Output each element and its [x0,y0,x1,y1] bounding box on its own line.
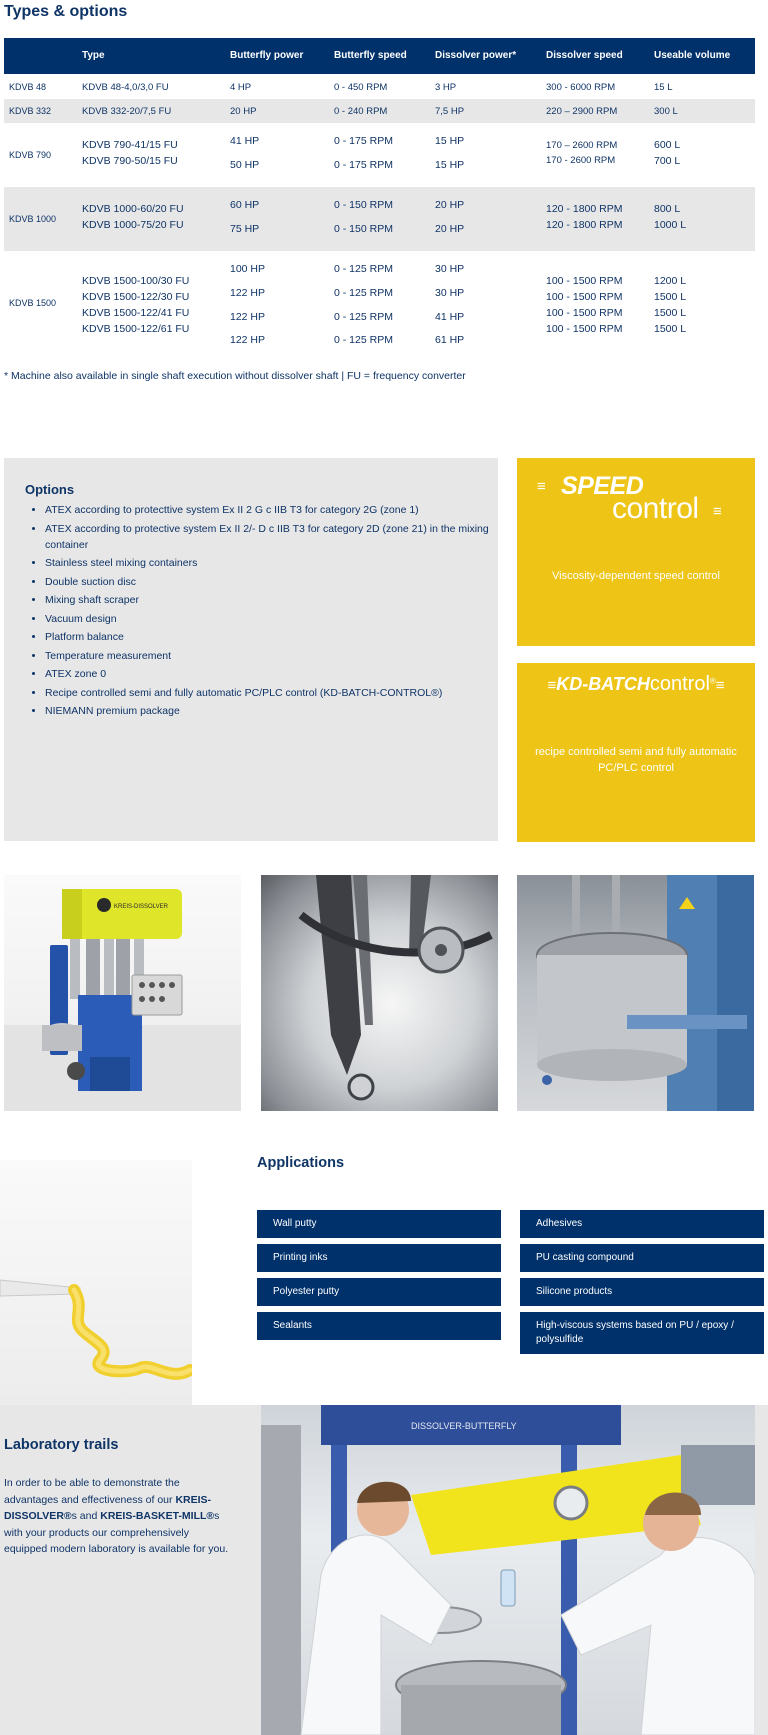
application-item-silicone[interactable]: Silicone products [520,1278,764,1306]
logo-registered-mark: ® [709,676,716,686]
application-item-sealants[interactable]: Sealants [257,1312,501,1340]
list-item: • Recipe controlled semi and fully automatic PC/PLC control (KD-BATCH-CONTROL®) [45,685,495,701]
kd-batch-control-caption: recipe controlled semi and fully automatic PC/PLC control [535,746,737,774]
logo-light-text: control [649,673,710,695]
application-item-wall-putty[interactable]: Wall putty [257,1210,501,1238]
lab-text-part: s and [71,1510,101,1522]
speed-control-caption: Viscosity-dependent speed control [552,570,720,582]
speed-line: 100 - 1500 RPM [546,307,623,319]
putty-brush-photo [0,1160,192,1406]
logo-bold-text: KD-BATCH [556,674,650,694]
list-item: • ATEX zone 0 [45,666,495,682]
speed-line: 170 – 2600 RPM [546,140,618,151]
type-line: KDVB 1500-100/30 FU [82,275,190,287]
type-cell: KDVB 332-20/7,5 FU [82,106,172,117]
dissolver-power-cell: 30 HP [435,287,465,299]
type-cell: KDVB 48-4,0/3,0 FU [82,82,169,93]
list-item: • Vacuum design [45,611,495,627]
col-dissolver-speed: Dissolver speed [546,50,623,61]
laboratory-illustration [261,1405,755,1735]
butterfly-speed-cell: 0 - 150 RPM [334,199,393,211]
dissolver-power-cell: 20 HP [435,199,465,211]
volume-line: 800 L [654,203,681,215]
machine-label-text: KREIS-DISSOLVER [114,904,168,910]
table-row [4,251,755,357]
table-header [4,38,755,74]
lab-text-part: In order to be able to demonstrate the advantages and effectiveness of our [4,1477,180,1506]
volume-line: 1500 L [654,307,687,319]
volume-line: 1500 L [654,323,687,335]
row-model: KDVB 1500 [9,298,57,308]
dissolver-speed-cell [546,201,622,233]
options-list [25,502,495,722]
application-item-printing-inks[interactable]: Printing inks [257,1244,501,1272]
table-row [4,123,755,187]
logo-bold-text: SPEED [561,472,644,500]
application-item-high-viscous[interactable]: High-viscous systems based on PU / epoxy / polysulfide [520,1312,764,1354]
volume-cell: 15 L [654,82,673,93]
col-type: Type [82,50,105,61]
kd-batch-control-logo [517,673,755,696]
col-butterfly-speed: Butterfly speed [334,50,407,61]
list-item: • Double suction disc [45,574,495,590]
volume-cell [654,273,686,337]
row-model: KDVB 332 [9,106,52,116]
volume-line: 1200 L [654,275,687,287]
types-table [4,38,755,357]
application-item-adhesives[interactable]: Adhesives [520,1210,764,1238]
equals-mark-icon: ≡ [537,478,545,495]
dissolver-machine-illustration [4,875,241,1111]
type-cell [82,201,184,233]
dissolver-power-cell: 30 HP [435,263,465,275]
type-cell [82,137,178,169]
kd-batch-control-card[interactable] [517,663,755,842]
butterfly-power-cell: 122 HP [230,311,266,323]
butterfly-speed-cell: 0 - 450 RPM [334,82,388,93]
butterfly-speed-cell: 0 - 125 RPM [334,263,393,275]
vessel-interior-illustration [261,875,498,1111]
butterfly-power-cell: 50 HP [230,159,260,171]
equals-mark-icon: ≡ [547,677,557,694]
type-line: KDVB 1500-122/41 FU [82,307,190,319]
col-useable-volume: Useable volume [654,50,731,61]
type-line: KDVB 790-41/15 FU [82,139,178,151]
logo-light-text: control [612,492,699,525]
speed-line: 120 - 1800 RPM [546,203,623,215]
butterfly-speed-cell: 0 - 175 RPM [334,159,393,171]
speed-line: 100 - 1500 RPM [546,291,623,303]
list-item: • Stainless steel mixing containers [45,555,495,571]
dissolver-power-cell: 61 HP [435,334,465,346]
table-footnote: * Machine also available in single shaft execution without dissolver shaft | FU = frequency converter [4,370,466,382]
volume-line: 1000 L [654,219,687,231]
brand-kreis-basket-mill: KREIS-BASKET-MILL® [100,1510,215,1522]
putty-brush-illustration [0,1160,192,1406]
vessel-lift-photo [517,875,754,1111]
volume-line: 1500 L [654,291,687,303]
list-item: • ATEX according to protecttive system Ex II 2 G c IIB T3 for category 2G (zone 1) [45,502,495,518]
dissolver-speed-cell: 300 - 6000 RPM [546,82,616,93]
laboratory-title: Laboratory trails [4,1437,119,1453]
butterfly-power-cell: 75 HP [230,223,260,235]
type-cell [82,273,189,337]
volume-line: 600 L [654,139,681,151]
volume-line: 700 L [654,155,681,167]
butterfly-speed-cell: 0 - 240 RPM [334,106,388,117]
vessel-lift-illustration [517,875,754,1111]
machine-photo [4,875,241,1111]
butterfly-power-cell: 41 HP [230,135,260,147]
butterfly-speed-cell: 0 - 150 RPM [334,223,393,235]
dissolver-power-cell: 41 HP [435,311,465,323]
dissolver-power-cell: 20 HP [435,223,465,235]
dissolver-power-cell: 3 HP [435,82,457,93]
application-item-polyester-putty[interactable]: Polyester putty [257,1278,501,1306]
col-dissolver-power: Dissolver power* [435,50,517,61]
list-item: • NIEMANN premium package [45,703,495,719]
equals-mark-icon: ≡ [715,677,725,694]
type-line: KDVB 1500-122/30 FU [82,291,190,303]
list-item: • Platform balance [45,629,495,645]
brand-kreis-dissolver: KREIS-DISSOLVER® [4,1493,212,1522]
dissolver-speed-cell [546,138,617,168]
dissolver-power-cell: 7,5 HP [435,106,465,117]
table-row [4,187,755,251]
dissolver-speed-cell [546,273,622,337]
butterfly-speed-cell: 0 - 125 RPM [334,287,393,299]
type-line: KDVB 1000-60/20 FU [82,203,184,215]
butterfly-power-cell: 60 HP [230,199,260,211]
butterfly-power-cell: 4 HP [230,82,252,93]
list-item: • ATEX according to protective system Ex II 2/- D c IIB T3 for category 2D (zone 21) in the mixing container [45,521,495,553]
butterfly-speed-cell: 0 - 125 RPM [334,311,393,323]
volume-cell: 300 L [654,106,678,117]
butterfly-power-cell: 122 HP [230,334,266,346]
list-item: • Temperature measurement [45,648,495,664]
laboratory-photo [261,1405,755,1735]
volume-cell [654,137,680,169]
volume-cell [654,201,686,233]
applications-title: Applications [257,1155,345,1171]
section-title-types: Types & options [4,3,128,20]
list-item: • Mixing shaft scraper [45,592,495,608]
speed-line: 100 - 1500 RPM [546,323,623,335]
speed-control-card[interactable] [517,458,755,646]
row-model: KDVB 790 [9,150,52,160]
laboratory-text [4,1475,230,1558]
type-line: KDVB 790-50/15 FU [82,155,178,167]
butterfly-speed-cell: 0 - 125 RPM [334,334,393,346]
options-panel [4,458,498,841]
photo-label-text: DISSOLVER-BUTTERFLY [411,1421,517,1431]
speed-control-logo [517,466,755,525]
application-item-pu-casting[interactable]: PU casting compound [520,1244,764,1272]
mixing-vessel-photo [261,875,498,1111]
type-line: KDVB 1000-75/20 FU [82,219,184,231]
row-model: KDVB 48 [9,82,47,92]
speed-line: 170 - 2600 RPM [546,155,616,166]
speed-line: 100 - 1500 RPM [546,275,623,287]
type-line: KDVB 1500-122/61 FU [82,323,190,335]
butterfly-power-cell: 20 HP [230,106,257,117]
butterfly-speed-cell: 0 - 175 RPM [334,135,393,147]
table-row [4,99,755,123]
dissolver-speed-cell: 220 – 2900 RPM [546,106,618,117]
butterfly-power-cell: 100 HP [230,263,266,275]
speed-line: 120 - 1800 RPM [546,219,623,231]
dissolver-power-cell: 15 HP [435,135,465,147]
table-row [4,74,755,99]
equals-mark-icon: ≡ [713,503,722,520]
col-butterfly-power: Butterfly power [230,50,304,61]
lab-text-part: s with your products our comprehensively equipped modern laboratory is available for you. [4,1510,229,1555]
butterfly-power-cell: 122 HP [230,287,266,299]
dissolver-power-cell: 15 HP [435,159,465,171]
options-title: Options [25,482,75,497]
row-model: KDVB 1000 [9,214,57,224]
